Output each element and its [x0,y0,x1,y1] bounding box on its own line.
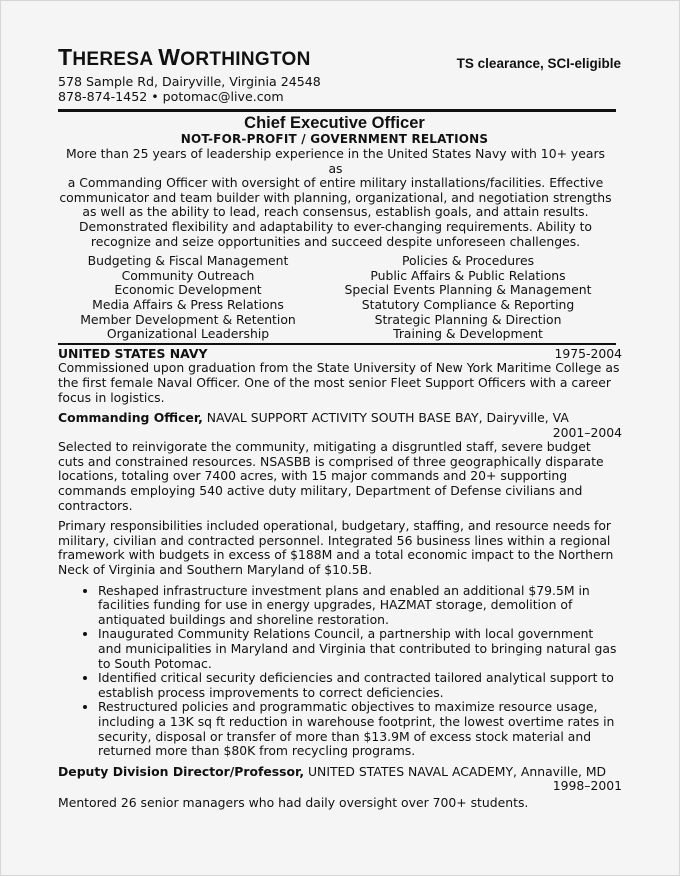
security-clearance: TS clearance, SCI-eligible [456,56,621,71]
header-divider [58,109,616,112]
role-title: Commanding Officer, [58,410,203,426]
role-location: NAVAL SUPPORT ACTIVITY SOUTH BASE BAY, Dairyville, VA [202,410,569,426]
section-divider [58,343,616,345]
resume-header [58,45,621,109]
skill-item: Statutory Compliance & Reporting [361,296,575,312]
organization-years: 1975-2004 [554,345,622,361]
address-line: 578 Sample Rd, Dairyville, Virginia 24548 [58,74,321,89]
contact-block [58,74,321,104]
resume-content [58,45,621,811]
role-paragraph: Selected to reinvigorate the community, mitigating a disgruntled staff, severe budget cuts and constrained resources. NSASBB is comprised of three geographically disparate locations, totaling over 7400 acres, with 15 major commands and 20+ supporting commands employing 540 active duty military, Department of Defense civilians and contractors. [58,439,604,513]
skill-item: Policies & Procedures [401,253,535,269]
skill-item: Budgeting & Fiscal Management [87,253,289,269]
profile-summary: More than 25 years of leadership experience in the United States Navy with 10+ years as a Commanding Officer with oversight of entire military installations/facilities. Effective communicator and team builder with planning, organizational, and negotiation strengths as well as the ability to lead, reach consensus, establish goals, and attain results. Demonstrated flexibility and adaptability to ever-changing requirements. Ability to recognize and seize opportunities and succeed despite unforeseen challenges. [59,146,612,249]
achievement-item: • Reshaped infrastructure investment plans and enabled an additional $79.5M in facilities funding for use in energy upgrades, HAZMAT storage, demolition of antiquated buildings and shoreline restoration. [98,584,618,628]
role-years: 2001–2004 [552,424,622,440]
organization-heading [58,347,622,362]
organization-name: UNITED STATES NAVY [58,345,208,361]
skill-item: Media Affairs & Press Relations [92,296,284,312]
skill-item: Member Development & Retention [80,311,296,327]
skills-column-right [318,254,618,342]
achievement-item: • Restructured policies and programmatic objectives to maximize resource usage, including a 13K sq ft reduction in warehouse footprint, the lowest overtime rates in security, disposal or transfer of more than $13.9M of excess stock material and returned more than $80K from recycling programs. [98,700,618,758]
skills-grid [58,254,621,342]
role-title: Deputy Division Director/Professor, [58,763,305,779]
skill-item: Organizational Leadership [106,326,270,342]
skill-item: Strategic Planning & Direction [374,311,562,327]
achievement-item: • Inaugurated Community Relations Council, a partnership with local government and municipalities in Maryland and Virginia that contributed to bringing natural gas to South Potomac. [98,627,618,671]
role-location: UNITED STATES NAVAL ACADEMY, Annaville, MD [304,763,607,779]
skill-item: Community Outreach [121,267,255,283]
contact-line: 878-874-1452 • potomac@live.com [58,89,284,104]
skill-item: Training & Development [393,326,543,342]
role-paragraph: Primary responsibilities included operational, budgetary, staffing, and resource needs for military, civilian and contracted personnel. Integrated 56 business lines within a regional framework with budgets in excess of $188M and a total economic impact to the Northern Neck of Virginia and Southern Maryland of $10.5B. [58,518,614,578]
skill-item: Special Events Planning & Management [344,282,592,298]
skill-item: Public Affairs & Public Relations [370,267,566,283]
achievement-item: • Identified critical security deficiencies and contracted tailored analytical support to establish process improvements to correct deficiencies. [98,671,618,700]
skills-column-left [58,254,318,342]
candidate-name: THERESA WORTHINGTON [58,44,311,70]
achievement-list [58,584,618,759]
role-heading [58,411,621,426]
role-heading [58,765,621,780]
role-years: 1998–2001 [552,778,622,794]
role-description: Mentored 26 senior managers who had daily oversight over 700+ students. [58,794,529,810]
profile-title: Chief Executive Officer [244,114,425,132]
organization-description: Commissioned upon graduation from the State University of New York Maritime College as the first female Naval Officer. One of the most senior Fleet Support Officers with a career focus in logistics. [58,360,620,405]
skill-item: Economic Development [114,282,262,298]
profile-subtitle: NOT-FOR-PROFIT / GOVERNMENT RELATIONS [180,132,489,146]
